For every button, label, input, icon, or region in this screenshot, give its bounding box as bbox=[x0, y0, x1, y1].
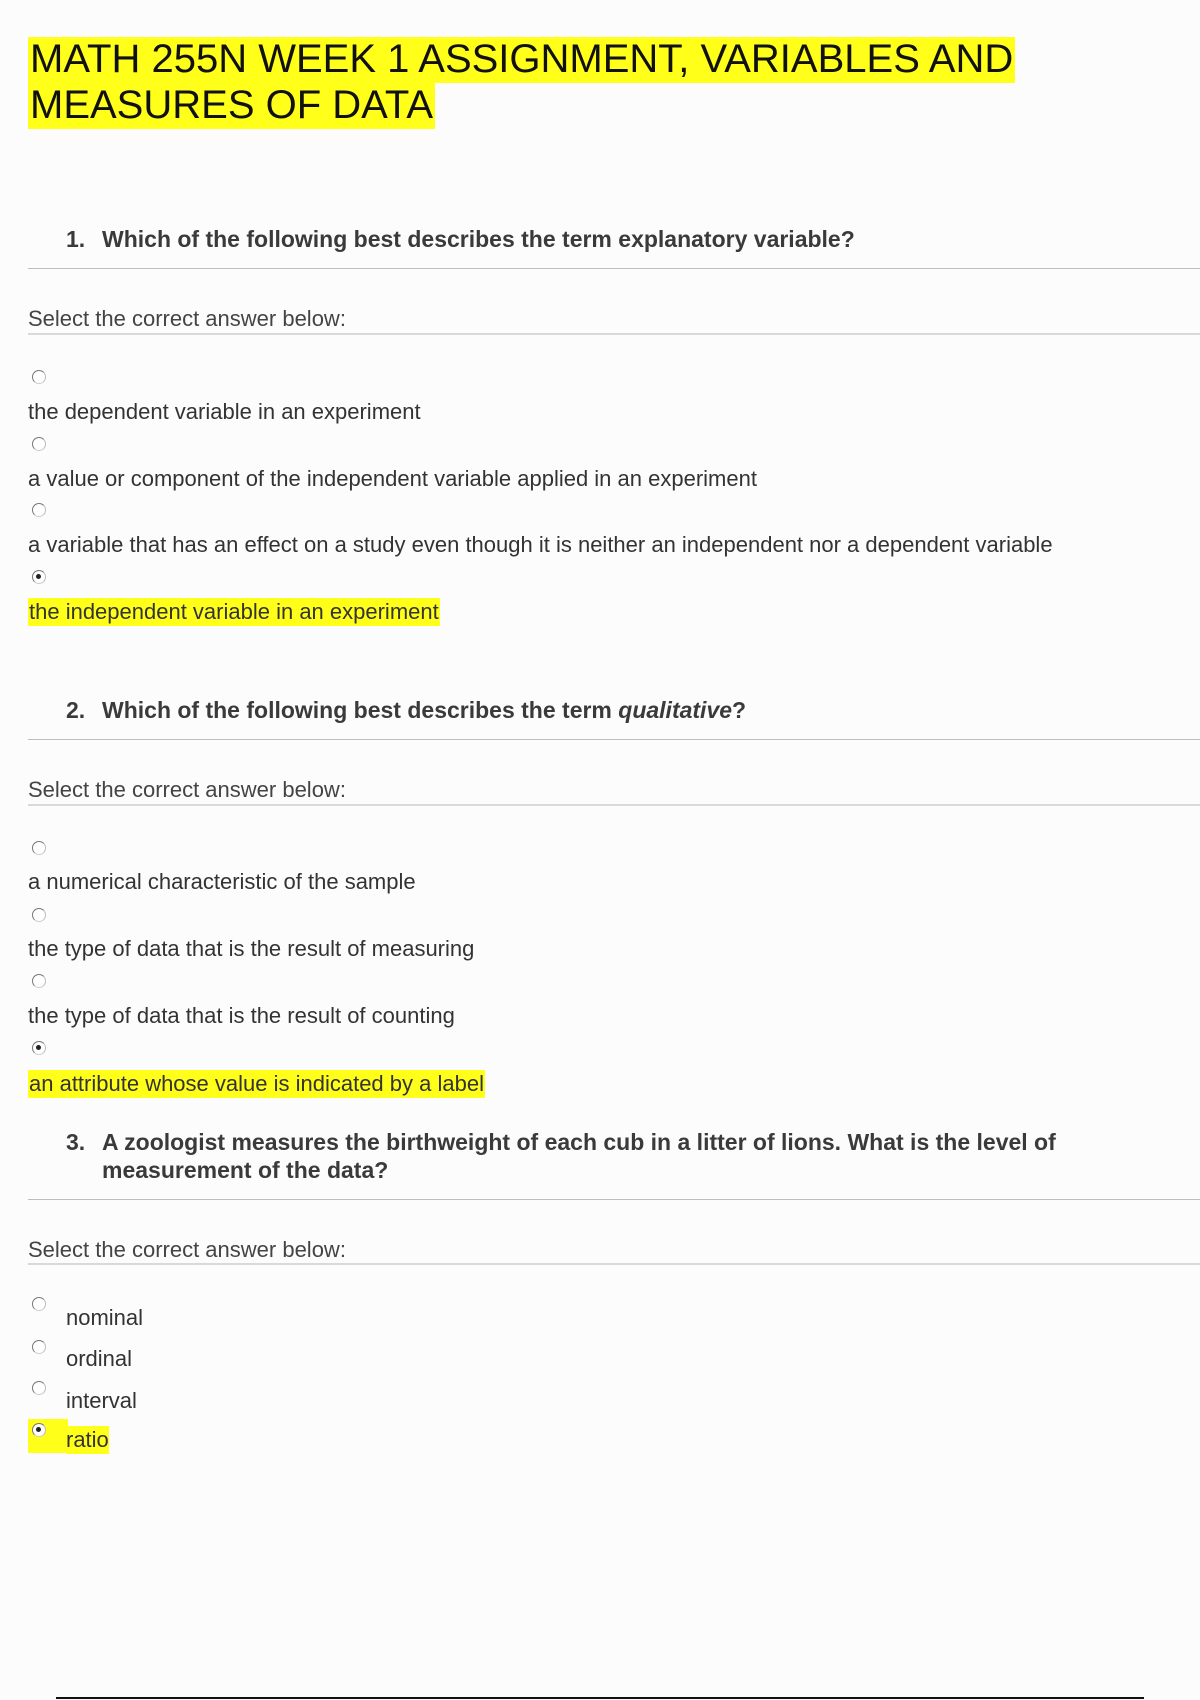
q3-option-nominal-radio[interactable] bbox=[32, 1297, 46, 1311]
question-text: Which of the following best describes the term explanatory variable? bbox=[102, 226, 855, 252]
question-text bbox=[102, 696, 746, 724]
q3-option-interval-label[interactable]: interval bbox=[66, 1388, 137, 1413]
divider bbox=[28, 1199, 1200, 1200]
page-bottom-rule bbox=[56, 1697, 1144, 1699]
question-number: 2. bbox=[66, 697, 86, 723]
question-text-line-1: A zoologist measures the birthweight of each cub in a litter of lions. What is the level of bbox=[102, 1129, 1056, 1155]
divider bbox=[28, 804, 1200, 806]
q3-option-ordinal-radio[interactable] bbox=[32, 1340, 46, 1354]
title-line-1: MATH 255N WEEK 1 ASSIGNMENT, VARIABLES AND bbox=[30, 37, 1014, 81]
select-answer-label: Select the correct answer below: bbox=[28, 1237, 346, 1262]
q1-option-4-radio-selected[interactable] bbox=[32, 570, 46, 584]
q3-option-nominal-label[interactable]: nominal bbox=[66, 1305, 144, 1330]
question-emphasis: qualitative bbox=[618, 697, 733, 723]
q2-option-4-label[interactable]: an attribute whose value is indicated by a label bbox=[29, 1071, 484, 1096]
question-text-line-2: measurement of the data? bbox=[102, 1157, 389, 1183]
q1-option-1-label[interactable]: the dependent variable in an experiment bbox=[28, 399, 421, 424]
q1-option-4-label[interactable]: the independent variable in an experiment bbox=[29, 599, 439, 624]
q2-option-1-radio[interactable] bbox=[32, 841, 46, 855]
q1-option-3-radio[interactable] bbox=[32, 503, 46, 517]
q2-option-3-radio[interactable] bbox=[32, 974, 46, 988]
question-number: 1. bbox=[66, 226, 86, 252]
q3-option-ordinal-label[interactable]: ordinal bbox=[66, 1346, 133, 1371]
question-3-title bbox=[66, 1128, 1126, 1184]
question-text-part: Which of the following best describes the term bbox=[102, 697, 619, 723]
q3-option-ratio-radio-highlight[interactable] bbox=[28, 1419, 68, 1453]
divider bbox=[28, 739, 1200, 740]
question-number: 3. bbox=[66, 1129, 86, 1155]
divider bbox=[28, 268, 1200, 269]
divider bbox=[28, 1263, 1200, 1265]
question-2-title bbox=[66, 696, 746, 724]
q2-option-1-label[interactable]: a numerical characteristic of the sample bbox=[28, 869, 416, 894]
divider bbox=[28, 333, 1200, 335]
q1-option-2-label[interactable]: a value or component of the independent variable applied in an experiment bbox=[28, 466, 757, 491]
document-title bbox=[28, 36, 1028, 128]
q2-option-4-radio-selected[interactable] bbox=[32, 1041, 46, 1055]
title-line-2: MEASURES OF DATA bbox=[30, 83, 434, 127]
q1-option-3-label[interactable]: a variable that has an effect on a study even though it is neither an independent nor a dependent variable bbox=[28, 532, 1053, 557]
select-answer-label: Select the correct answer below: bbox=[28, 306, 346, 331]
q2-option-3-label[interactable]: the type of data that is the result of counting bbox=[28, 1003, 455, 1028]
select-answer-label: Select the correct answer below: bbox=[28, 777, 346, 802]
q2-option-2-radio[interactable] bbox=[32, 908, 46, 922]
q1-option-2-radio[interactable] bbox=[32, 437, 46, 451]
question-text-part: ? bbox=[732, 697, 747, 723]
question-1-title bbox=[66, 225, 855, 253]
q3-option-ratio-radio-selected[interactable] bbox=[32, 1423, 46, 1437]
q3-option-ratio-label[interactable]: ratio bbox=[66, 1427, 109, 1452]
q2-option-2-label[interactable]: the type of data that is the result of measuring bbox=[28, 936, 475, 961]
q1-option-1-radio[interactable] bbox=[32, 370, 46, 384]
q3-option-interval-radio[interactable] bbox=[32, 1381, 46, 1395]
